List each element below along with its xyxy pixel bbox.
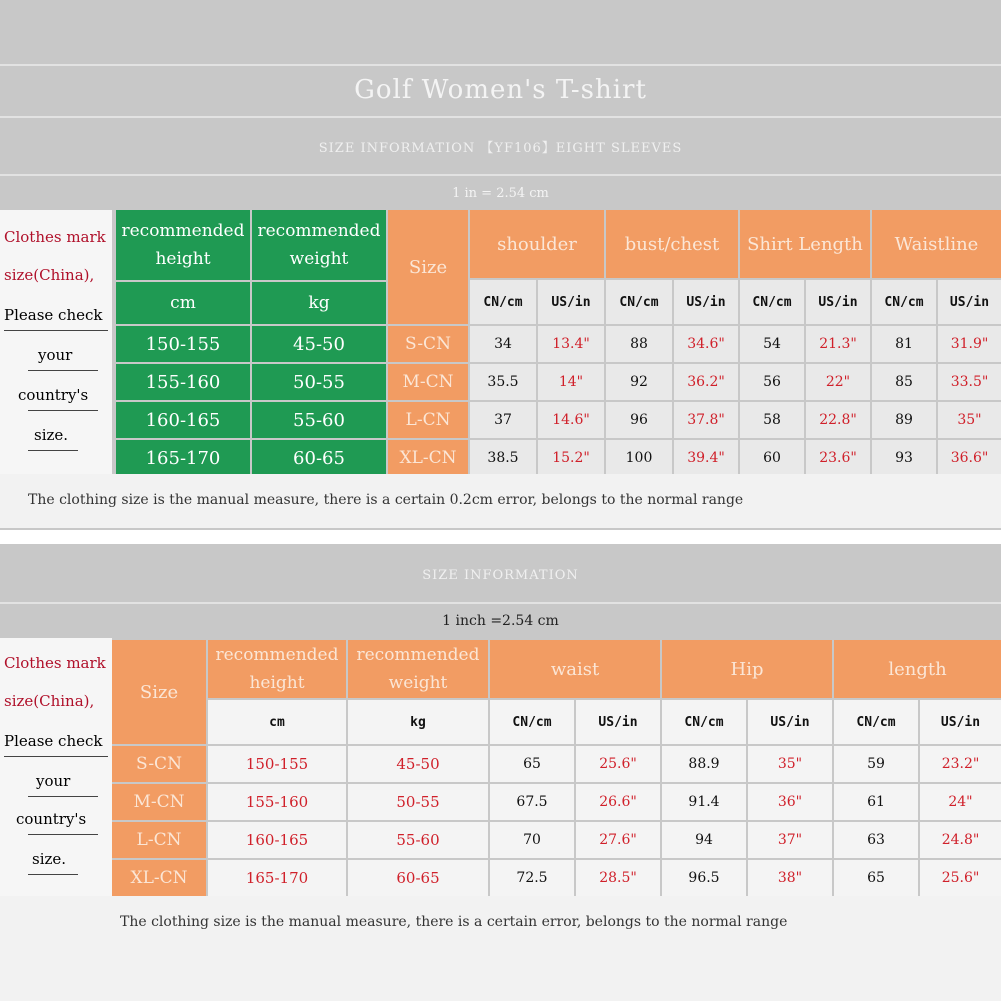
cell-weight: 45-50 <box>348 746 488 782</box>
cell-height: 155-160 <box>116 364 250 400</box>
cell-waist-us: 33.5" <box>938 364 1001 400</box>
header-rec-weight: recommended weight <box>252 210 386 280</box>
subheader-kg: kg <box>348 700 488 744</box>
header-rec-weight: recommended weight <box>348 640 488 698</box>
cell-waist-cn: 67.5 <box>490 784 574 820</box>
subheader-cn: CN/cm <box>834 700 918 744</box>
cell-shoulder-cn: 38.5 <box>470 440 536 476</box>
cell-len-us: 23.2" <box>920 746 1001 782</box>
cell-len-us: 21.3" <box>806 326 870 362</box>
cell-len-cn: 59 <box>834 746 918 782</box>
header-waistline: Waistline <box>872 210 1001 278</box>
cell-size: M-CN <box>388 364 468 400</box>
cell-len-us: 22.8" <box>806 402 870 438</box>
cell-weight: 50-55 <box>252 364 386 400</box>
cell-weight: 55-60 <box>348 822 488 858</box>
cell-waist-cn: 70 <box>490 822 574 858</box>
cell-hip-cn: 96.5 <box>662 860 746 896</box>
cell-bust-us: 36.2" <box>674 364 738 400</box>
left-label-line: Clothes mark <box>4 654 106 672</box>
cell-height: 165-170 <box>208 860 346 896</box>
cell-weight: 55-60 <box>252 402 386 438</box>
cell-bust-cn: 100 <box>606 440 672 476</box>
subheader-cn: CN/cm <box>740 280 804 324</box>
cell-waist-us: 36.6" <box>938 440 1001 476</box>
cell-shoulder-cn: 34 <box>470 326 536 362</box>
left-label-line: Please check <box>4 732 103 750</box>
cell-height: 150-155 <box>116 326 250 362</box>
cell-size: XL-CN <box>388 440 468 476</box>
section1-note: The clothing size is the manual measure, there is a certain 0.2cm error, belongs to the normal range <box>28 492 744 508</box>
subheader-cm: cm <box>208 700 346 744</box>
subheader-cn: CN/cm <box>606 280 672 324</box>
cell-len-cn: 65 <box>834 860 918 896</box>
cell-len-us: 24" <box>920 784 1001 820</box>
cell-weight: 50-55 <box>348 784 488 820</box>
header-hip: Hip <box>662 640 832 698</box>
header-size: Size <box>112 640 206 744</box>
cell-len-us: 22" <box>806 364 870 400</box>
left-label-line: size. <box>32 850 67 868</box>
cell-hip-us: 37" <box>748 822 832 858</box>
left-label-2 <box>0 638 112 896</box>
header-bust: bust/chest <box>606 210 738 278</box>
subheader-us: US/in <box>576 700 660 744</box>
cell-waist-us: 28.5" <box>576 860 660 896</box>
cell-len-us: 23.6" <box>806 440 870 476</box>
left-label-line: country's <box>16 810 87 828</box>
cell-len-cn: 61 <box>834 784 918 820</box>
cell-height: 155-160 <box>208 784 346 820</box>
cell-weight: 45-50 <box>252 326 386 362</box>
cell-len-cn: 56 <box>740 364 804 400</box>
cell-size: XL-CN <box>112 860 206 896</box>
cell-shoulder-cn: 37 <box>470 402 536 438</box>
left-label-1 <box>0 210 112 474</box>
subheader-us: US/in <box>920 700 1001 744</box>
section1-conversion: 1 in = 2.54 cm <box>452 185 549 201</box>
left-label-line: size. <box>34 426 69 444</box>
cell-waist-us: 25.6" <box>576 746 660 782</box>
cell-bust-cn: 92 <box>606 364 672 400</box>
subheader-cn: CN/cm <box>662 700 746 744</box>
left-label-line: your <box>38 346 73 364</box>
cell-shoulder-cn: 35.5 <box>470 364 536 400</box>
cell-hip-cn: 94 <box>662 822 746 858</box>
cell-size: S-CN <box>388 326 468 362</box>
header-shoulder: shoulder <box>470 210 604 278</box>
cell-height: 160-165 <box>116 402 250 438</box>
cell-size: M-CN <box>112 784 206 820</box>
left-label-line: country's <box>18 386 89 404</box>
cell-waist-us: 31.9" <box>938 326 1001 362</box>
left-label-line: Please check <box>4 306 103 324</box>
cell-shoulder-us: 15.2" <box>538 440 604 476</box>
cell-len-cn: 54 <box>740 326 804 362</box>
cell-hip-cn: 88.9 <box>662 746 746 782</box>
cell-weight: 60-65 <box>252 440 386 476</box>
section2-conversion: 1 inch =2.54 cm <box>442 613 559 629</box>
header-waist: waist <box>490 640 660 698</box>
section2-heading: SIZE INFORMATION <box>422 567 579 583</box>
subheader-us: US/in <box>748 700 832 744</box>
subheader-cn: CN/cm <box>872 280 936 324</box>
header-length: length <box>834 640 1001 698</box>
cell-waist-cn: 89 <box>872 402 936 438</box>
cell-hip-us: 36" <box>748 784 832 820</box>
cell-height: 160-165 <box>208 822 346 858</box>
left-label-line: your <box>36 772 71 790</box>
subheader-cn: CN/cm <box>470 280 536 324</box>
subheader-us: US/in <box>938 280 1001 324</box>
cell-hip-us: 35" <box>748 746 832 782</box>
cell-hip-cn: 91.4 <box>662 784 746 820</box>
subheader-cn: CN/cm <box>490 700 574 744</box>
cell-shoulder-us: 13.4" <box>538 326 604 362</box>
subheader-us: US/in <box>674 280 738 324</box>
cell-shoulder-us: 14.6" <box>538 402 604 438</box>
subheader-us: US/in <box>806 280 870 324</box>
cell-len-us: 25.6" <box>920 860 1001 896</box>
cell-waist-cn: 72.5 <box>490 860 574 896</box>
cell-waist-cn: 81 <box>872 326 936 362</box>
cell-bust-cn: 88 <box>606 326 672 362</box>
left-label-line: size(China), <box>4 692 95 710</box>
header-rec-height: recommended height <box>116 210 250 280</box>
cell-len-cn: 63 <box>834 822 918 858</box>
cell-waist-cn: 65 <box>490 746 574 782</box>
subheader-us: US/in <box>538 280 604 324</box>
header-kg: kg <box>252 282 386 324</box>
cell-height: 150-155 <box>208 746 346 782</box>
cell-waist-cn: 85 <box>872 364 936 400</box>
cell-len-us: 24.8" <box>920 822 1001 858</box>
cell-waist-us: 35" <box>938 402 1001 438</box>
header-rec-height: recommended height <box>208 640 346 698</box>
section1-heading: SIZE INFORMATION 【YF106】EIGHT SLEEVES <box>318 140 683 156</box>
left-label-line: Clothes mark <box>4 228 106 246</box>
page-title: Golf Women's T-shirt <box>354 75 647 105</box>
left-label-line: size(China), <box>4 266 95 284</box>
section2-note: The clothing size is the manual measure, there is a certain error, belongs to the normal range <box>120 914 788 930</box>
cell-waist-cn: 93 <box>872 440 936 476</box>
cell-size: L-CN <box>388 402 468 438</box>
header-size: Size <box>388 210 468 324</box>
cell-weight: 60-65 <box>348 860 488 896</box>
cell-height: 165-170 <box>116 440 250 476</box>
header-cm: cm <box>116 282 250 324</box>
cell-bust-cn: 96 <box>606 402 672 438</box>
cell-size: S-CN <box>112 746 206 782</box>
cell-bust-us: 39.4" <box>674 440 738 476</box>
cell-bust-us: 37.8" <box>674 402 738 438</box>
cell-waist-us: 26.6" <box>576 784 660 820</box>
cell-hip-us: 38" <box>748 860 832 896</box>
header-length: Shirt Length <box>740 210 870 278</box>
cell-bust-us: 34.6" <box>674 326 738 362</box>
cell-len-cn: 60 <box>740 440 804 476</box>
cell-len-cn: 58 <box>740 402 804 438</box>
cell-waist-us: 27.6" <box>576 822 660 858</box>
cell-shoulder-us: 14" <box>538 364 604 400</box>
cell-size: L-CN <box>112 822 206 858</box>
